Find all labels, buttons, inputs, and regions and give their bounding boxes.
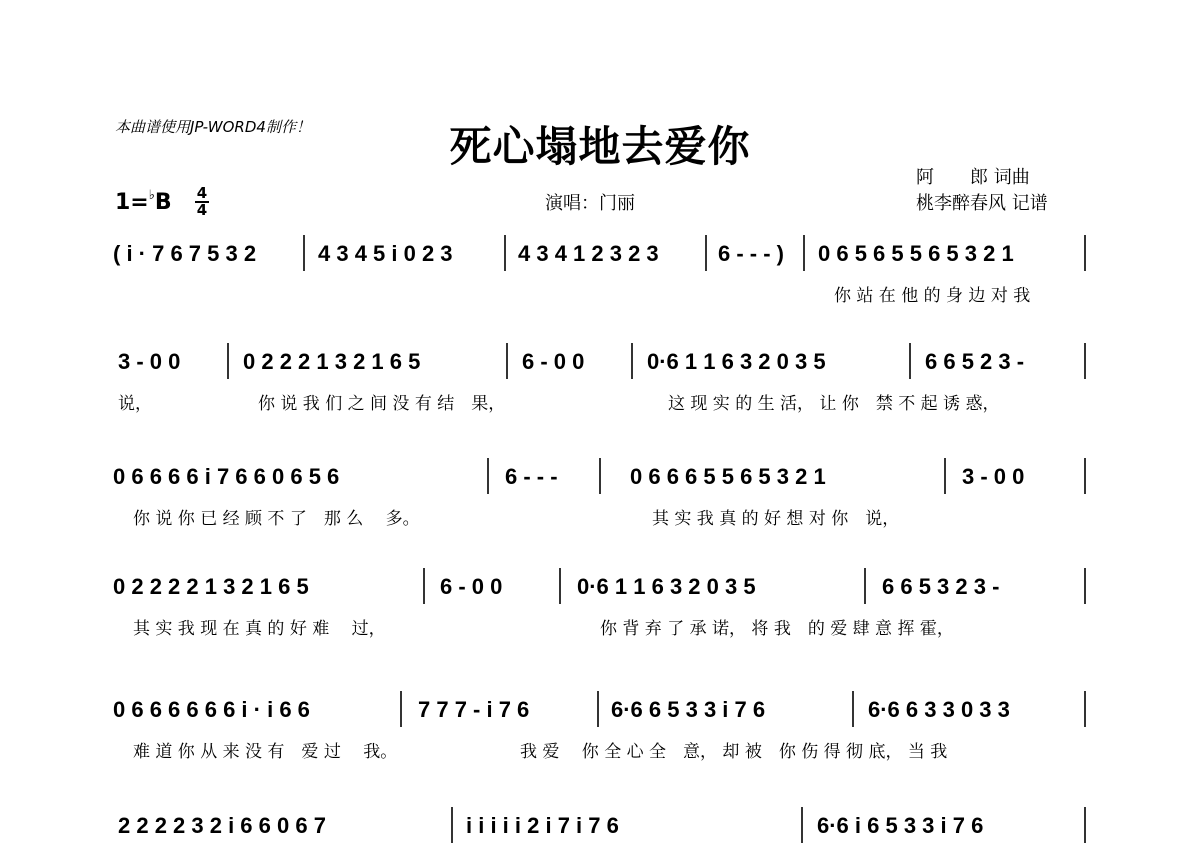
song-title: 死心塌地去爱你 [449, 122, 751, 171]
flat-sign: ♭ [148, 188, 155, 203]
measure-notes: 0 2 2 2 1 3 2 1 6 5 [243, 349, 421, 374]
measure-notes: 6·6 6 5 3 3 i 7 6 [611, 697, 766, 722]
score-system [118, 807, 1085, 843]
transcriber-credit: 桃李醉春风 记谱 [916, 193, 1048, 214]
time-signature-top: 4 [196, 184, 208, 202]
measure-notes: 0 2 2 2 2 1 3 2 1 6 5 [113, 574, 309, 599]
measure-notes: 6·6 6 3 3 0 3 3 [868, 697, 1010, 722]
measure-notes: 0 6 6 6 6 i 7 6 6 0 6 5 6 [113, 464, 340, 489]
score-system [113, 691, 1085, 762]
lyric-line: 你 站 在 他 的 身 边 对 我 [834, 286, 1031, 306]
measure-notes: 6 - - - [505, 464, 558, 489]
score-system [118, 343, 1085, 414]
measure-notes: 7 7 7 - i 7 6 [418, 697, 530, 722]
measure-notes: 6·6 i 6 5 3 3 i 7 6 [817, 813, 984, 838]
measure-notes: 6 - - - ) [718, 241, 784, 266]
measure-notes: 2 2 2 2 3 2 i 6 6 0 6 7 [118, 813, 326, 838]
measure-notes: 6 6 5 3 2 3 - [882, 574, 1000, 599]
lyric-line: 其 实 我 真 的 好 想 对 你 说， [652, 509, 900, 529]
measure-notes: 0·6 1 1 6 3 2 0 3 5 [577, 574, 756, 599]
measure-notes: 0 6 5 6 5 5 6 5 3 2 1 [818, 241, 1014, 266]
software-note: 本曲谱使用JP-WORD4制作！ [115, 118, 311, 136]
lyricist-credit: 阿 郎 词曲 [916, 167, 1030, 188]
lyric-line: 你 说 我 们 之 间 没 有 结 果， [258, 394, 506, 414]
singer-credit: 演唱：门丽 [545, 193, 635, 214]
measure-notes: ( i · 7 6 7 5 3 2 [113, 241, 257, 266]
measure-notes: 0 6 6 6 6 6 6 i · i 6 6 [113, 697, 310, 722]
key-label: 1= [115, 190, 149, 215]
score-system [113, 568, 1085, 639]
lyric-line: 你 背 弃 了 承 诺， 将 我 的 爱 肆 意 挥 霍， [600, 619, 954, 639]
lyric-line: 难 道 你 从 来 没 有 爱 过 我。 [133, 742, 398, 762]
lyric-line: 这 现 实 的 生 活， 让 你 禁 不 起 诱 惑， [668, 394, 1000, 414]
measure-notes: 6 - 0 0 [522, 349, 585, 374]
time-signature-bottom: 4 [196, 201, 208, 219]
score-system [113, 458, 1085, 529]
measure-notes: 0 6 6 6 5 5 6 5 3 2 1 [630, 464, 826, 489]
lyric-line: 我 爱 你 全 心 全 意， 却 被 你 伤 得 彻 底， 当 我 [520, 742, 948, 762]
measure-notes: 6 - 0 0 [440, 574, 503, 599]
lyric-line: 说， [118, 394, 152, 414]
measure-notes: 3 - 0 0 [118, 349, 181, 374]
measure-notes: 3 - 0 0 [962, 464, 1025, 489]
measure-notes: 4 3 4 1 2 3 2 3 [518, 241, 659, 266]
measure-notes: 6 6 5 2 3 - [925, 349, 1025, 374]
score-system [113, 235, 1085, 306]
lyric-line: 其 实 我 现 在 真 的 好 难 过， [133, 619, 386, 639]
key-note: B [154, 190, 172, 215]
lyric-line: 你 说 你 已 经 顾 不 了 那 么 多。 [133, 509, 420, 529]
measure-notes: 0·6 1 1 6 3 2 0 3 5 [647, 349, 826, 374]
measure-notes: i i i i i 2 i 7 i 7 6 [466, 813, 619, 838]
measure-notes: 4 3 4 5 i 0 2 3 [318, 241, 453, 266]
